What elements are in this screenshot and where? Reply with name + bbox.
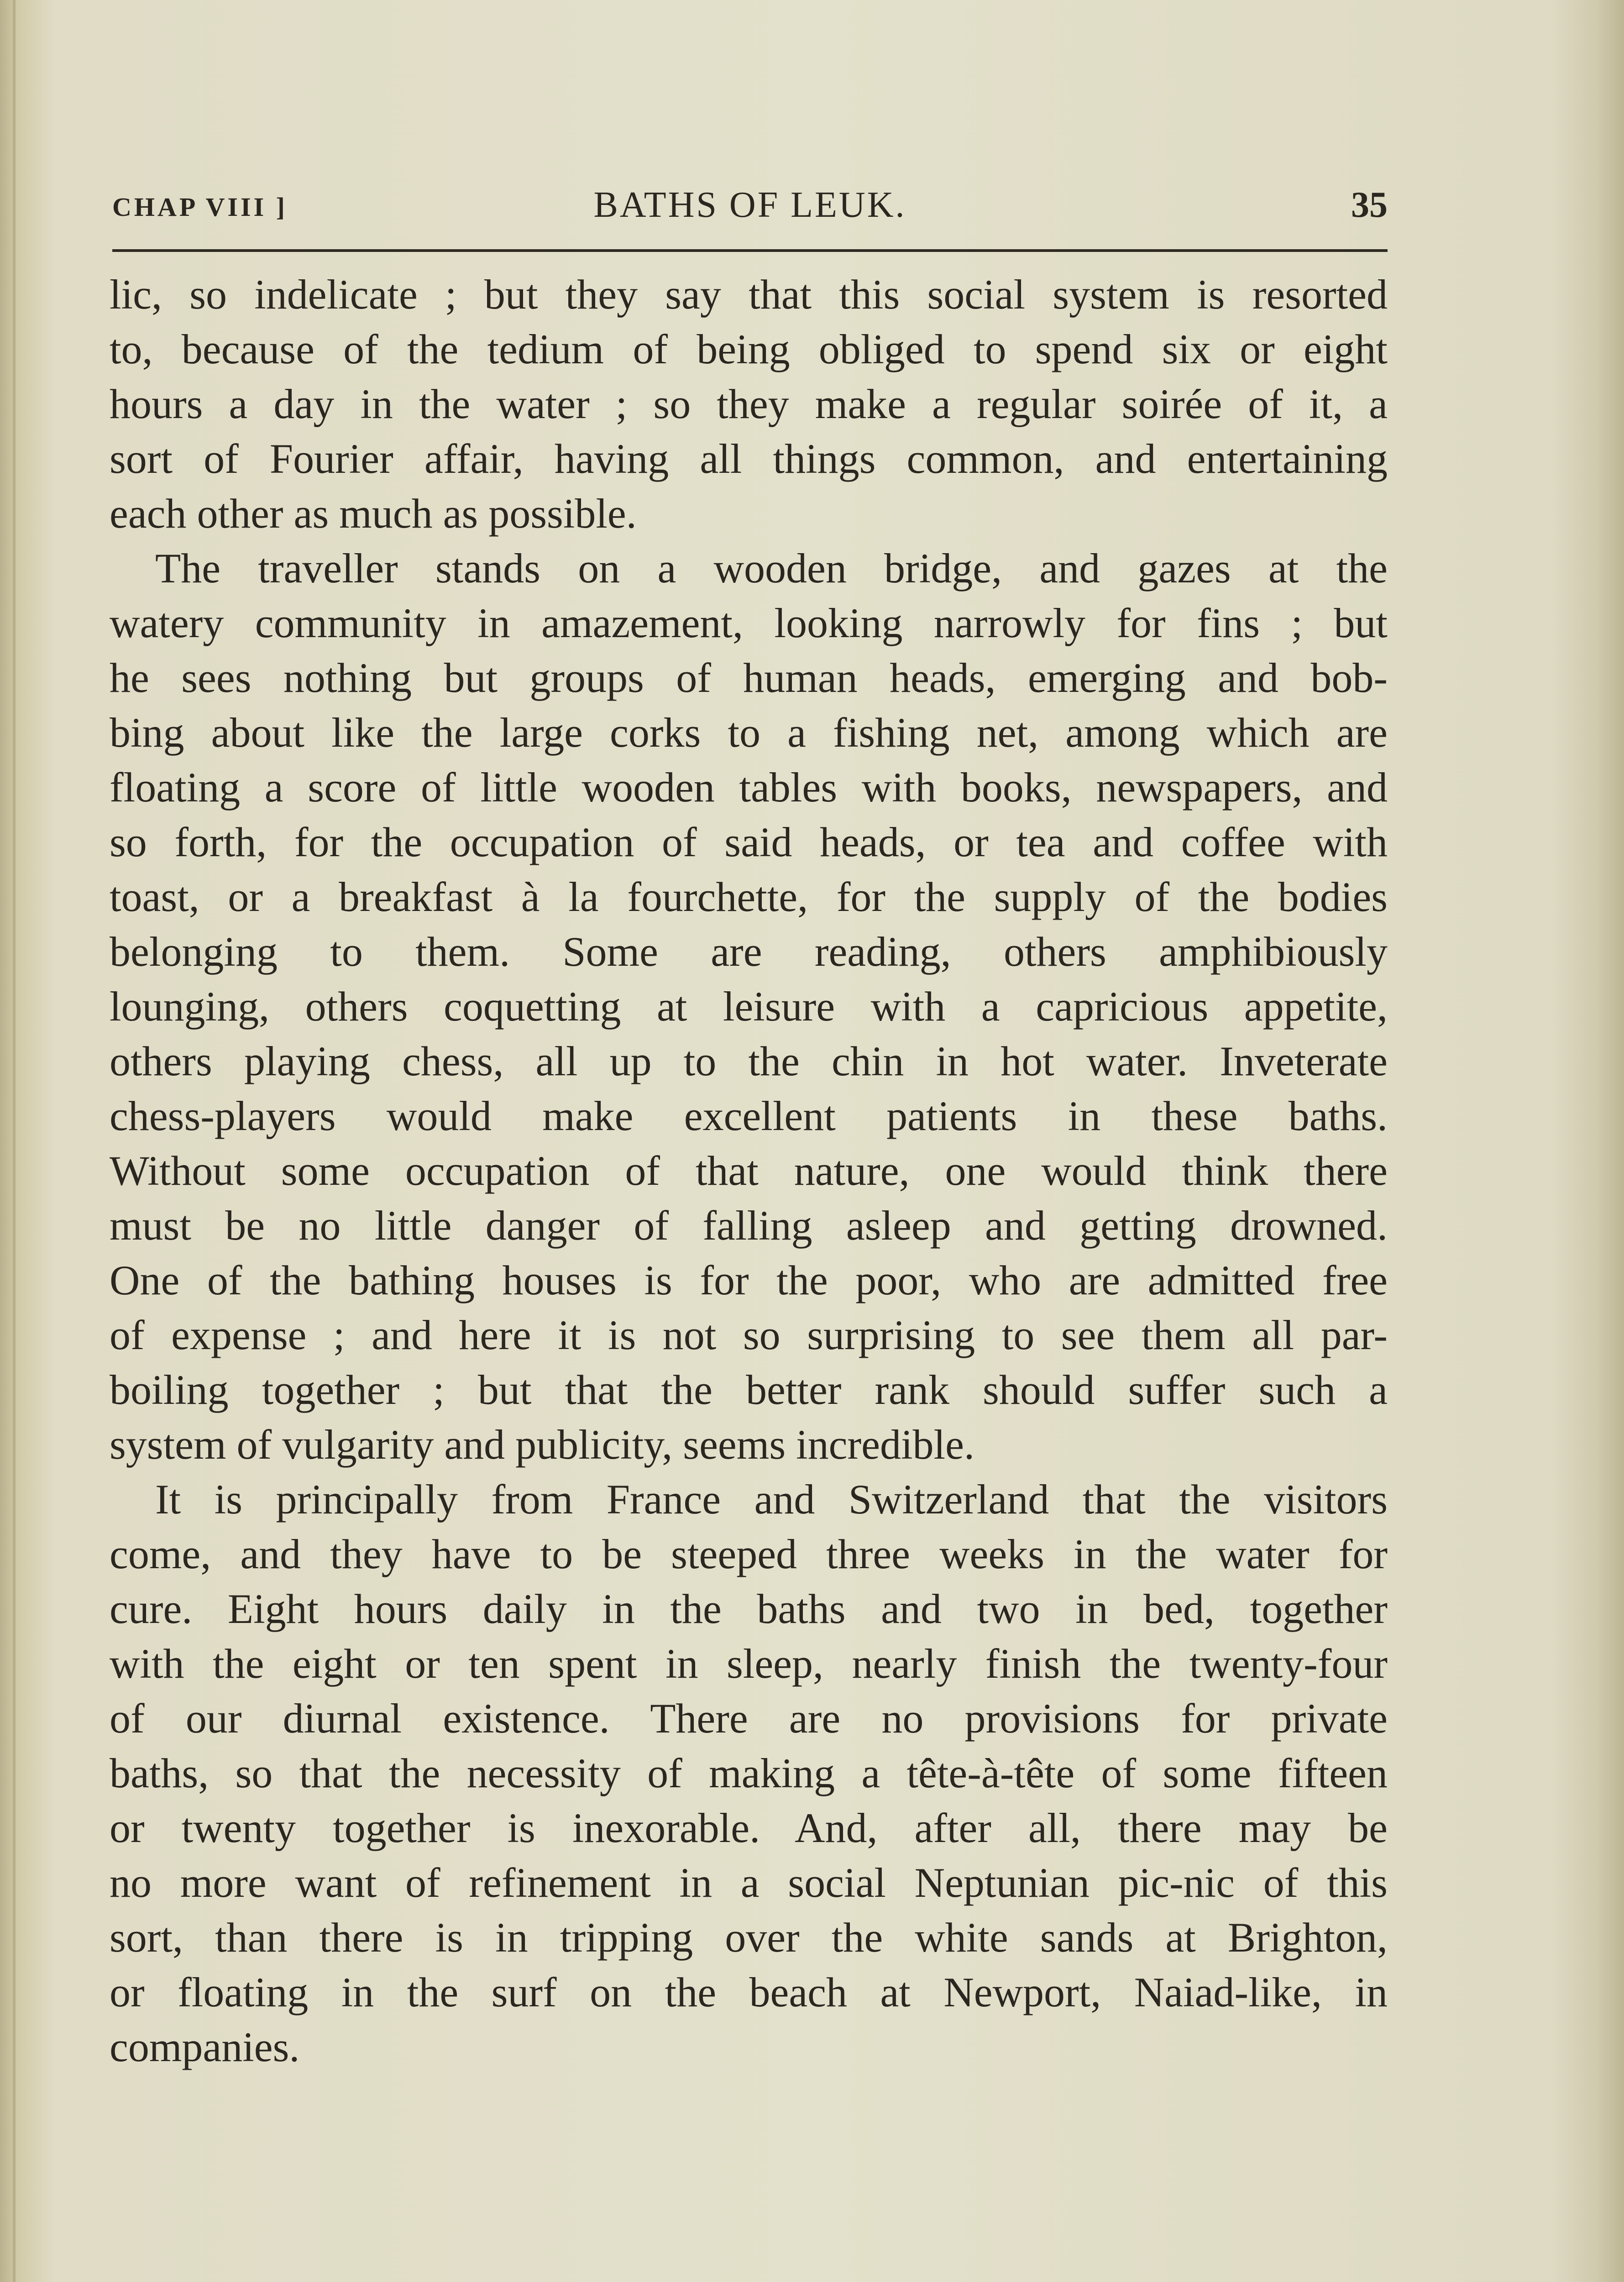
body-text [110,267,1388,2074]
text-line: bing about like the large corks to a fishing net, among which are [110,709,1388,756]
text-line: lounging, others coquetting at leisure with a capricious appetite, [110,983,1388,1030]
text-line: lic, so indelicate ; but they say that this social system is resorted [110,271,1388,318]
running-header [112,182,1388,232]
text-line: companies. [110,2024,300,2070]
header-rule [112,249,1388,252]
text-line: or floating in the surf on the beach at Newport, Naiad-like, in [110,1969,1388,2015]
text-line: belonging to them. Some are reading, others amphibiously [110,928,1388,975]
text-line: The traveller stands on a wooden bridge, and gazes at the [155,545,1388,591]
text-line: he sees nothing but groups of human heads, emerging and bob- [110,654,1388,701]
text-line: cure. Eight hours daily in the baths and two in bed, together [110,1586,1388,1632]
text-line: of our diurnal existence. There are no provisions for private [110,1695,1388,1742]
text-line: of expense ; and here it is not so surprising to see them all par- [110,1312,1388,1358]
text-line: no more want of refinement in a social Neptunian pic-nic of this [110,1859,1388,1906]
page-number: 35 [1351,185,1388,225]
text-line: It is principally from France and Switzerland that the visitors [155,1476,1388,1523]
text-line: baths, so that the necessity of making a tête-à-tête of some fifteen [110,1750,1388,1796]
running-title: BATHS OF LEUK. [593,185,906,225]
text-line: chess-players would make excellent patients in these baths. [110,1093,1388,1139]
text-line: hours a day in the water ; so they make a regular soirée of it, a [110,381,1388,427]
text-line: boiling together ; but that the better rank should suffer such a [110,1366,1388,1413]
text-line: must be no little danger of falling asleep and getting drowned. [110,1202,1388,1249]
text-line: sort, than there is in tripping over the white sands at Brighton, [110,1914,1388,1961]
chapter-label: CHAP VIII ] [112,192,288,222]
text-line: come, and they have to be steeped three weeks in the water for [110,1531,1388,1577]
text-line: watery community in amazement, looking narrowly for fins ; but [110,600,1388,646]
text-line: system of vulgarity and publicity, seems incredible. [110,1421,974,1468]
text-line: to, because of the tedium of being obliged to spend six or eight [110,326,1388,372]
text-line: others playing chess, all up to the chin in hot water. Inveterate [110,1038,1388,1084]
text-line: floating a score of little wooden tables with books, newspapers, and [110,764,1388,811]
text-line: or twenty together is inexorable. And, after all, there may be [110,1805,1388,1851]
page-gutter [13,0,16,2282]
text-line: with the eight or ten spent in sleep, nearly finish the twenty-four [110,1640,1388,1687]
text-line: sort of Fourier affair, having all things common, and entertaining [110,435,1388,482]
text-line: Without some occupation of that nature, one would think there [110,1147,1388,1194]
text-line: One of the bathing houses is for the poor, who are admitted free [110,1257,1388,1303]
text-line: so forth, for the occupation of said heads, or tea and coffee with [110,819,1388,865]
text-line: toast, or a breakfast à la fourchette, for the supply of the bodies [110,874,1388,920]
text-line: each other as much as possible. [110,490,637,537]
